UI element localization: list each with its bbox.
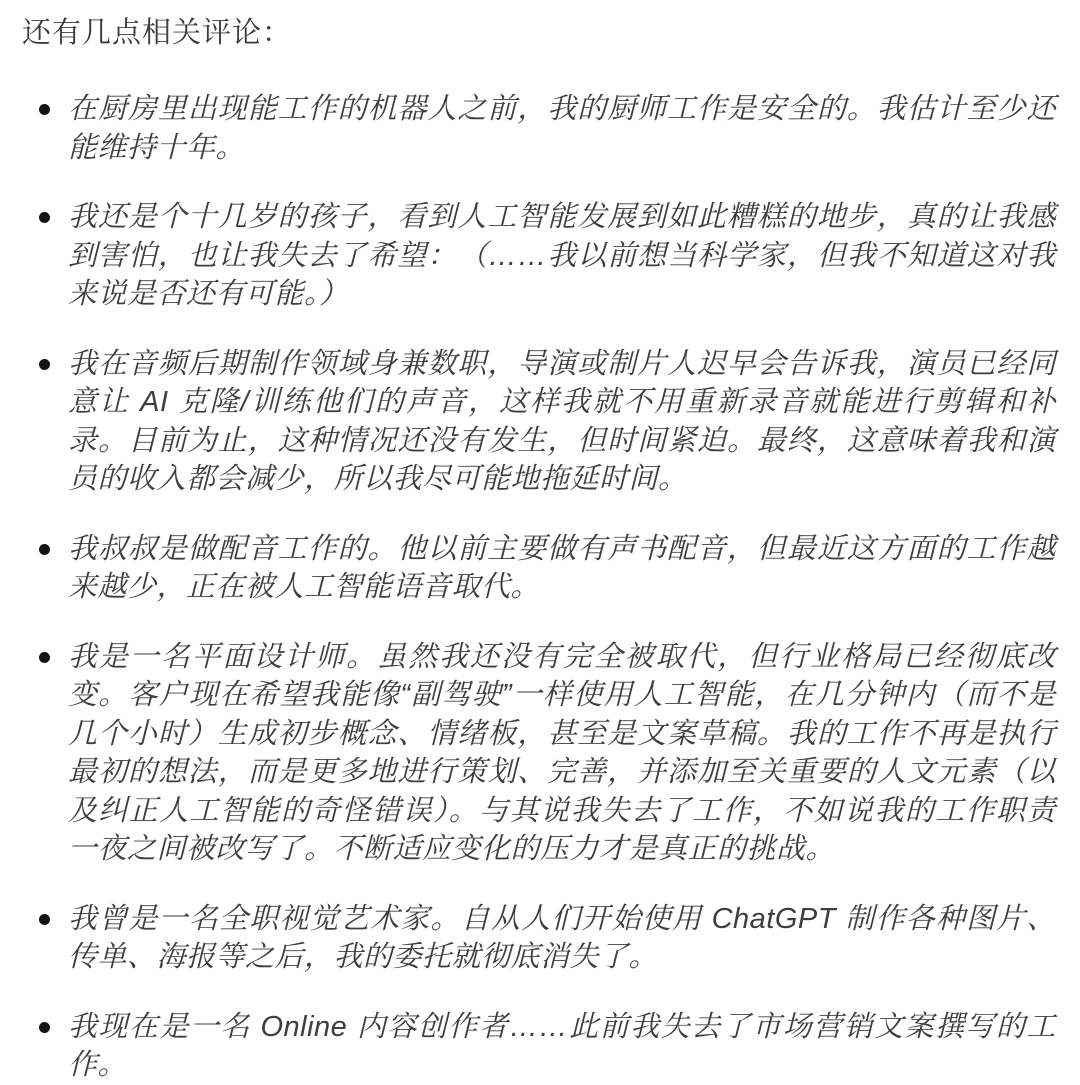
- bullet-icon: [39, 104, 50, 115]
- comment-text: 我现在是一名 Online 内容创作者……此前我失去了市场营销文案撰写的工作。: [68, 1010, 1056, 1081]
- comments-list: [22, 90, 1056, 1085]
- comment-text: 我还是个十几岁的孩子，看到人工智能发展到如此糟糕的地步，真的让我感到害怕，也让我失去了希望： （……我以前想当科学家，但我不知道这对我来说是否还有可能。）: [68, 201, 1056, 310]
- comment-item: [32, 345, 1056, 499]
- comment-item: [32, 90, 1056, 167]
- comment-text: 在厨房里出现能工作的机器人之前，我的厨师工作是安全的。我估计至少还能维持十年。: [68, 93, 1056, 164]
- bullet-icon: [39, 1022, 50, 1033]
- bullet-icon: [39, 652, 50, 663]
- comment-text: 我叔叔是做配音工作的。他以前主要做有声书配音，但最近这方面的工作越来越少，正在被人工智能语音取代。: [68, 532, 1056, 603]
- comment-item: [32, 638, 1056, 869]
- bullet-icon: [39, 544, 50, 555]
- bullet-icon: [39, 212, 50, 223]
- comment-text: 我曾是一名全职视觉艺术家。自从人们开始使用 ChatGPT 制作各种图片、传单、海报等之后，我的委托就彻底消失了。: [68, 902, 1056, 973]
- comment-item: [32, 530, 1056, 607]
- comment-item: [32, 198, 1056, 314]
- comment-item: [32, 900, 1056, 977]
- comment-item: [32, 1008, 1056, 1085]
- bullet-icon: [39, 359, 50, 370]
- comment-text: 我是一名平面设计师。虽然我还没有完全被取代，但行业格局已经彻底改变。客户现在希望我能像“副驾驶”一样使用人工智能，在几分钟内（而不是几个小时）生成初步概念、情绪板，甚至是文案草稿。我的工作不再是执行最初的想法，而是更多地进行策划、完善，并添加至关重要的人文元素（以及纠正人工智能的奇怪错误）。与其说我失去了工作，不如说我的工作职责一夜之间被改写了。不断适应变化的压力才是真正的挑战。: [68, 640, 1056, 865]
- bullet-icon: [39, 914, 50, 925]
- comment-text: 我在音频后期制作领域身兼数职，导演或制片人迟早会告诉我，演员已经同意让 AI 克隆/训练他们的声音，这样我就不用重新录音就能进行剪辑和补录。目前为止，这种情况还没有发生，但时间紧迫。最终，这意味着我和演员的收入都会减少，所以我尽可能地拖延时间。: [68, 347, 1056, 495]
- page-heading: 还有几点相关评论：: [22, 17, 293, 49]
